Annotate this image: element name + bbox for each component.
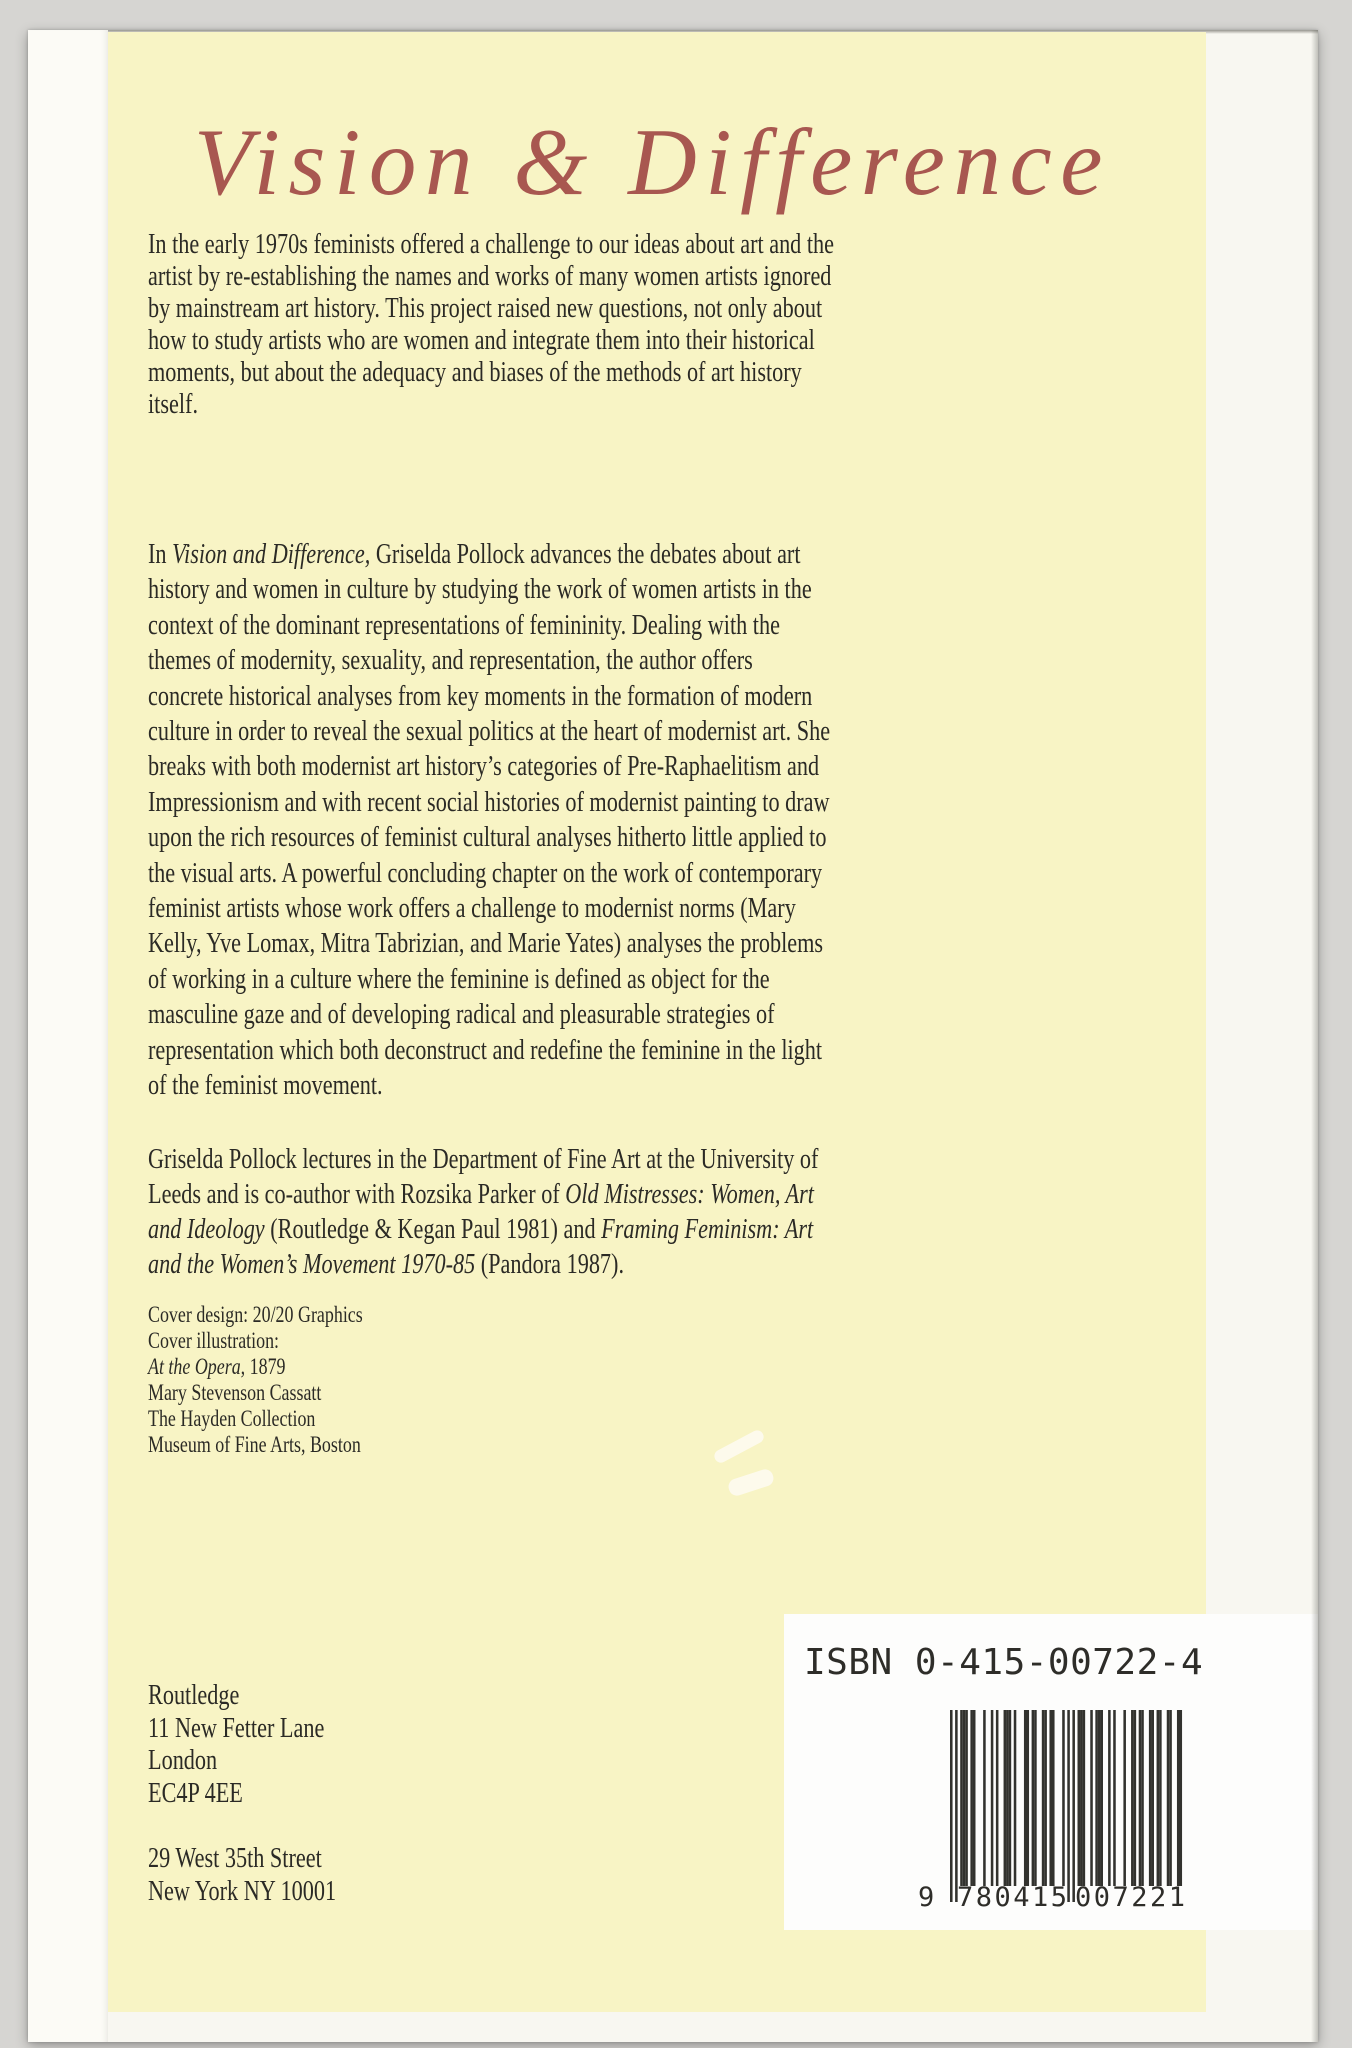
cover-credits: Cover design: 20/20 Graphics Cover illustration: At the Opera, 1879 Mary Stevenson Cassatt The Hayden Collection Museum of Fine Arts, Boston [148, 1302, 363, 1457]
book-back-cover [28, 30, 1318, 2042]
publisher-address-newyork: 29 West 35th Street New York NY 10001 [148, 1843, 337, 1907]
isbn-number: ISBN 0-415-00722-4 [804, 1642, 1204, 1683]
book-page-edge [28, 30, 108, 2042]
publisher-address-london: Routledge 11 New Fetter Lane London EC4P 4EE [148, 1680, 325, 1809]
author-bio-paragraph: Griselda Pollock lectures in the Department of Fine Art at the University of Leeds and is co-author with Rozsika Parker of Old Mistresses: Women, Art and Ideology (Routledge & Kegan Paul 1981) and Framing Feminism: Art and the Women’s Movement 1970-85 (Pandora 1987). [148, 1144, 819, 1280]
barcode-digit-leading: 9 [918, 1882, 935, 1913]
barcode-digits-right: 007221 [1075, 1882, 1188, 1913]
book-title: Vision & Difference [194, 109, 1111, 215]
barcode-digits-left: 780415 [957, 1882, 1070, 1913]
barcode [950, 1710, 1193, 1902]
blurb-paragraph-2: In Vision and Difference, Griselda Pollock advances the debates about art history and women in culture by studying the work of women artists in the context of the dominant representations of femininity. Dealing with the themes of modernity, sexuality, and representation, the author offers concrete historical analyses from key moments in the formation of modern culture in order to reveal the sexual politics at the heart of modernist art. She breaks with both modernist art history’s categories of Pre-Raphaelitism and Impressionism and with recent social histories of modernist painting to draw upon the rich resources of feminist cultural analyses hitherto little applied to the visual arts. A powerful concluding chapter on the work of contemporary feminist artists whose work offers a challenge to modernist norms (Mary Kelly, Yve Lomax, Mitra Tabrizian, and Marie Yates) analyses the problems of working in a culture where the feminine is defined as object for the masculine gaze and of developing radical and pleasurable strategies of representation which both deconstruct and redefine the feminine in the light of the feminist movement. [148, 539, 831, 1102]
blurb-paragraph-1: In the early 1970s feminists offered a challenge to our ideas about art and the artist by re-establishing the names and works of many women artists ignored by mainstream art history. This project raised new questions, not only about how to study artists who are women and integrate them into their historical moments, but about the adequacy and biases of the methods of art history itself. [148, 229, 835, 420]
